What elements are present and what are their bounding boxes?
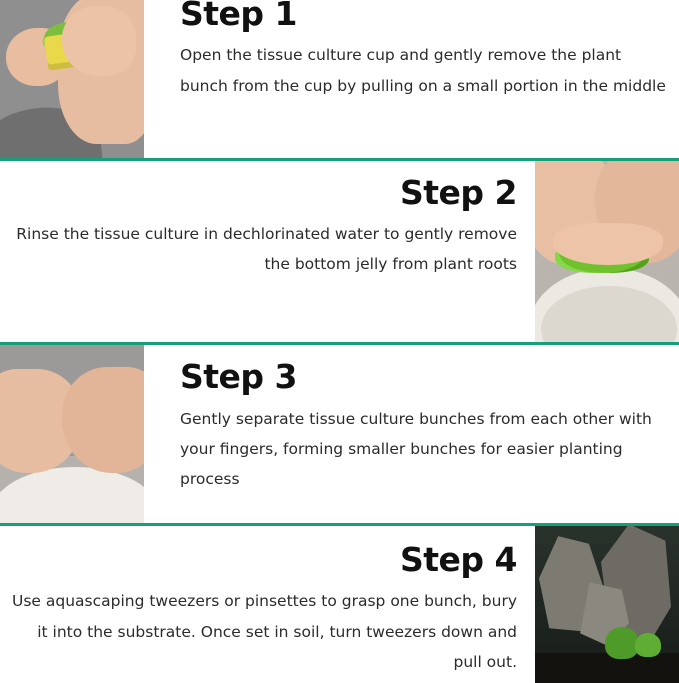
step-1 [0,0,679,158]
step-1-description: Open the tissue culture cup and gently remove the plant bunch from the cup by pulling on a small portion in the middle [180,46,666,95]
step-4-text [0,526,535,683]
step-2-text [0,161,535,343]
substrate-shape [535,653,679,683]
step-3-text [144,345,679,523]
fingers-shape [553,223,663,265]
step-4-title: Step 4 [400,540,517,580]
step-3-photo [0,345,144,523]
step-3-description: Gently separate tissue culture bunches from each other with your fingers, forming smaller bunches for easier planting process [180,409,652,489]
plate-shape [0,467,144,523]
step-1-photo [0,0,144,158]
step-2 [0,161,679,343]
planted-bunch-shape-b [635,633,661,657]
right-hand-shape [62,6,136,76]
step-2-title: Step 2 [400,172,517,212]
step-3 [0,345,679,523]
step-2-description: Rinse the tissue culture in dechlorinated water to gently remove the bottom jelly from plant roots [16,225,517,274]
step-4 [0,526,679,683]
step-4-description: Use aquascaping tweezers or pinsettes to grasp one bunch, bury it into the substrate. Once set in soil, turn tweezers down and pull out. [11,592,517,671]
step-1-text [144,0,679,158]
step-3-title: Step 3 [180,357,297,397]
step-4-photo [535,526,679,683]
planted-bunch-shape-a [605,627,639,659]
right-hand-shape [62,367,144,473]
step-2-photo [535,161,679,343]
step-1-title: Step 1 [180,0,297,33]
